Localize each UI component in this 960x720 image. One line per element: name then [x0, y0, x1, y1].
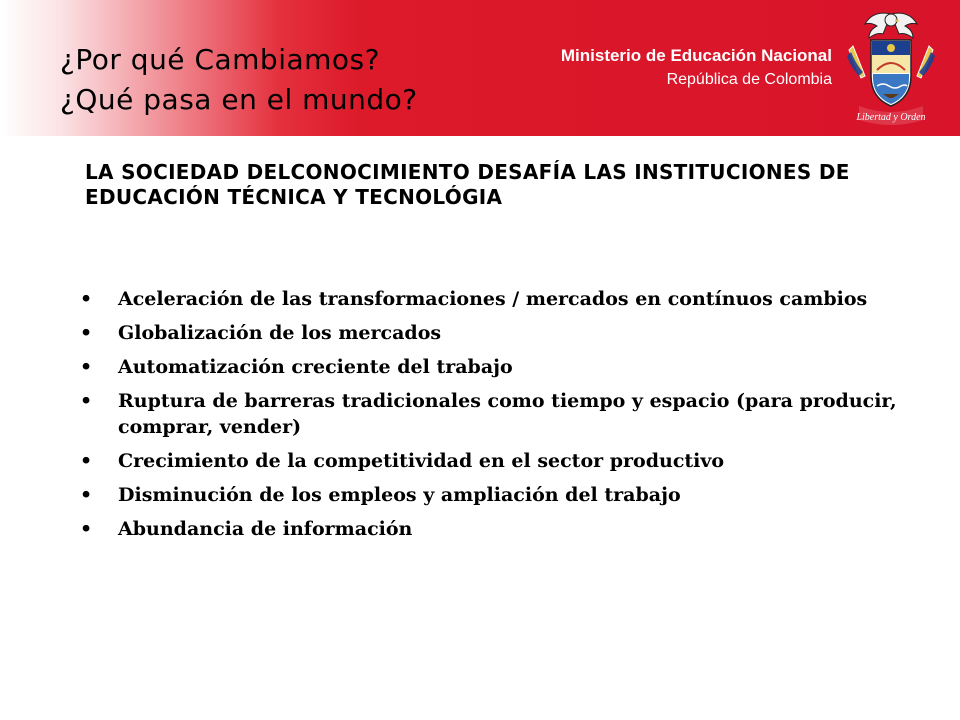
bullet-text: Globalización de los mercados — [118, 322, 442, 344]
bullet-text: Ruptura de barreras tradicionales como tiempo y espacio (para producir, comprar, vender) — [118, 390, 897, 438]
bullet-icon: • — [80, 484, 93, 506]
bullet-icon: • — [80, 450, 93, 472]
bullet-icon: • — [80, 322, 93, 344]
country-name: República de Colombia — [666, 71, 832, 88]
list-item — [80, 354, 900, 380]
bullet-icon: • — [80, 356, 93, 378]
bullet-icon: • — [80, 390, 93, 412]
bullet-text: Disminución de los empleos y ampliación del trabajo — [118, 484, 681, 506]
coat-of-arms-icon — [843, 6, 939, 130]
slide-title — [60, 40, 418, 120]
list-item — [80, 482, 900, 508]
title-line-2: ¿Qué pasa en el mundo? — [60, 83, 418, 116]
bullet-icon: • — [80, 518, 93, 540]
emblem-motto: Libertad y Orden — [856, 112, 926, 123]
list-item — [80, 516, 900, 542]
ministry-block — [561, 44, 832, 92]
list-item — [80, 388, 900, 440]
bullet-text: Aceleración de las transformaciones / mercados en contínuos cambios — [118, 288, 868, 310]
title-line-1: ¿Por qué Cambiamos? — [60, 43, 380, 76]
bullet-text: Crecimiento de la competitividad en el sector productivo — [118, 450, 725, 472]
ministry-name: Ministerio de Educación Nacional — [560, 46, 832, 65]
bullet-icon: • — [80, 288, 93, 310]
list-item — [80, 286, 900, 312]
bullet-text: Abundancia de información — [118, 518, 413, 540]
list-item — [80, 320, 900, 346]
bullet-text: Automatización creciente del trabajo — [118, 356, 513, 378]
bullet-list — [80, 286, 900, 550]
subheading: LA SOCIEDAD DELCONOCIMIENTO DESAFÍA LAS INSTITUCIONES DE EDUCACIÓN TÉCNICA Y TECNOLÓGIA — [85, 160, 850, 209]
list-item — [80, 448, 900, 474]
